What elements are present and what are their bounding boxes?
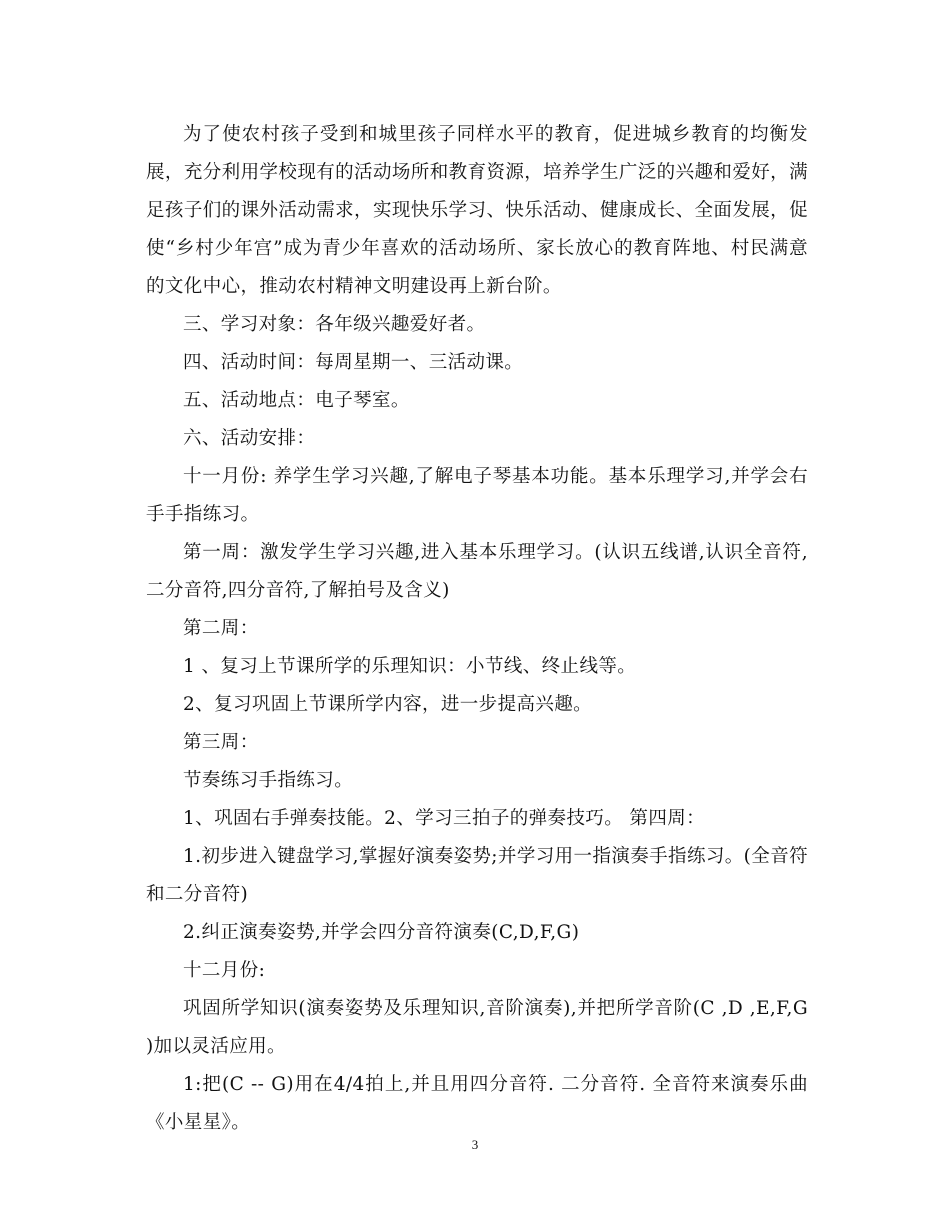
paragraph-week-four-item-2: 2.纠正演奏姿势,并学会四分音符演奏(C,D,F,G) bbox=[183, 922, 580, 943]
paragraph-week-three-rhythm: 节奏练习手指练习。 bbox=[183, 770, 354, 791]
paragraph-december-heading: 十二月份: bbox=[183, 960, 266, 981]
paragraph-december-item-1: 1:把(C -- G)用在4/4拍上,并且用四分音符. 二分音符. 全音符来演奏乐曲《小星星》。 bbox=[146, 1074, 808, 1133]
paragraph-activity-time: 四、活动时间：每周星期一、三活动课。 bbox=[183, 352, 524, 373]
paragraph-week-four-item-1: 1.初步进入键盘学习,掌握好演奏姿势;并学习用一指演奏手指练习。(全音符和二分音符) bbox=[146, 846, 808, 905]
paragraph-week-three-heading: 第三周： bbox=[183, 732, 259, 753]
paragraph-december-review: 巩固所学知识(演奏姿势及乐理知识,音阶演奏),并把所学音阶(C ,D ,E,F,G )加以灵活应用。 bbox=[146, 998, 808, 1057]
paragraph-activity-plan-heading: 六、活动安排： bbox=[183, 428, 316, 449]
paragraph-week-two-item-1: 1 、复习上节课所学的乐理知识：小节线、终止线等。 bbox=[183, 656, 637, 677]
paragraph-week-one: 第一周：激发学生学习兴趣,进入基本乐理学习。(认识五线谱,认识全音符,二分音符,四分音符,了解拍号及含义) bbox=[146, 542, 808, 601]
paragraph-activity-location: 五、活动地点：电子琴室。 bbox=[183, 390, 410, 411]
page-number: 3 bbox=[471, 1137, 479, 1152]
paragraph-intro: 为了使农村孩子受到和城里孩子同样水平的教育，促进城乡教育的均衡发展，充分利用学校现有的活动场所和教育资源，培养学生广泛的兴趣和爱好，满足孩子们的课外活动需求，实现快乐学习、快乐活动、健康成长、全面发展，促使“乡村少年宫”成为青少年喜欢的活动场所、家长放心的教育阵地、村民满意的文化中心，推动农村精神文明建设再上新台阶。 bbox=[146, 124, 808, 297]
paragraph-week-three-items: 1、巩固右手弹奏技能。2、学习三拍子的弹奏技巧。 第四周： bbox=[183, 808, 706, 829]
paragraph-week-two-heading: 第二周： bbox=[183, 618, 259, 639]
paragraph-november: 十一月份: 养学生学习兴趣,了解电子琴基本功能。基本乐理学习,并学会右手手指练习。 bbox=[146, 466, 808, 525]
paragraph-study-target: 三、学习对象：各年级兴趣爱好者。 bbox=[183, 314, 486, 335]
paragraph-week-two-item-2: 2、复习巩固上节课所学内容，进一步提高兴趣。 bbox=[183, 694, 593, 715]
